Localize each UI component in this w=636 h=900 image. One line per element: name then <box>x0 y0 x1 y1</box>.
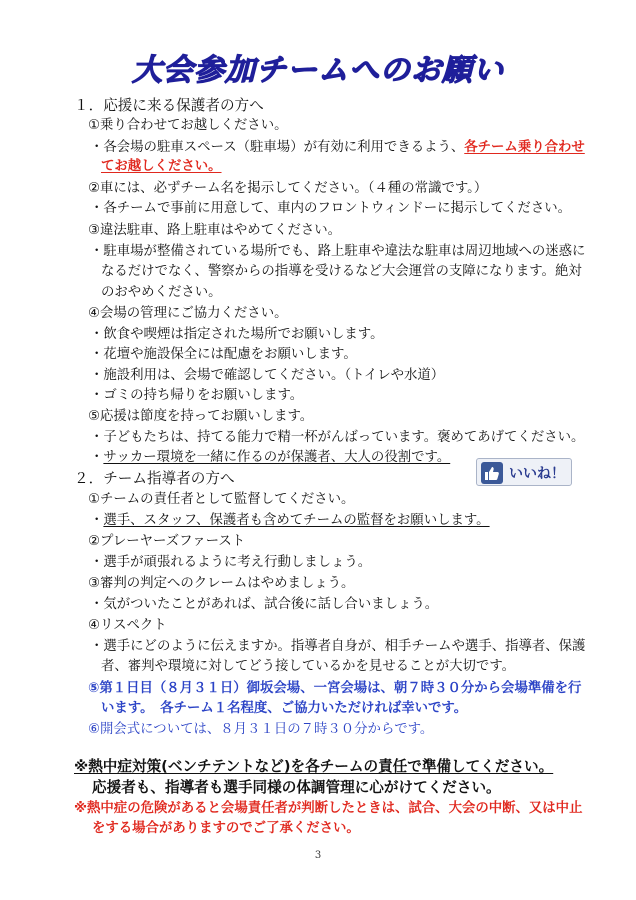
heat-note-2: 応援者も、指導者も選手同様の体調管理に心がけてください。 <box>92 779 501 796</box>
item-5: ⑤応援は節度を持ってお願いします。 <box>88 409 314 424</box>
section-heading-1: １．応援に来る保護者の方へ <box>74 97 264 114</box>
coach-item-1-detail <box>90 512 490 529</box>
item-5-detail-1: ・子どもたちは、持てる能力で精一杯がんばっています。褒めてあげてください。 <box>90 430 585 445</box>
item-2-detail: ・各チームで事前に用意して、車内のフロントウィンドーに掲示してください。 <box>90 201 571 216</box>
like-badge-label: いいね！ <box>509 466 565 482</box>
item-5-detail-2 <box>90 449 450 466</box>
item-1: ①乗り合わせてお越しください。 <box>88 118 288 133</box>
item-4-detail-4: ・ゴミの持ち帰りをお願いします。 <box>90 388 304 403</box>
section-heading-2: ２．チーム指導者の方へ <box>74 470 235 487</box>
coach-item-3: ③審判の判定へのクレームはやめましょう。 <box>88 576 355 591</box>
item-4-detail-3: ・施設利用は、会場で確認してください。（トイレや水道） <box>90 368 445 383</box>
coach-item-4-detail-2: 者、審判や環境に対してどう接しているかを見せることが大切です。 <box>101 659 516 674</box>
item-4-detail-2: ・花壇や施設保全には配慮をお願いします。 <box>90 347 357 362</box>
item-3: ③違法駐車、路上駐車はやめてください。 <box>88 223 342 238</box>
page-title-text: 大会参加チームへのお願い <box>132 53 504 88</box>
coach-item-2-detail: ・選手が頑張れるように考え行動しましょう。 <box>90 555 372 570</box>
coach-item-1: ①チームの責任者として監督してください。 <box>88 492 355 507</box>
coach-item-2: ②プレーヤーズファースト <box>88 534 246 549</box>
coach-item-5-line-2: います。 各チーム１名程度、ご協力いただければ幸いです。 <box>101 701 468 716</box>
coach-item-4-detail-1: ・選手にどのように伝えますか。指導者自身が、相手チームや選手、指導者、保護 <box>90 639 586 654</box>
item-3-detail-2: なるだけでなく、警察からの指導を受けるなど大会運営の支障になります。絶対 <box>101 264 582 279</box>
item-1-highlight: 各チーム乗り合わせ <box>464 140 585 155</box>
item-1-detail-text: ・各会場の駐車スペース（駐車場）が有効に利用できるよう、 <box>90 140 465 155</box>
coach-item-3-detail: ・気がついたことがあれば、試合後に話し合いましょう。 <box>90 597 439 612</box>
heat-note-3: ※熱中症の危険があると会場責任者が判断したときは、試合、大会の中断、又は中止 <box>74 801 583 816</box>
bullet: ・ <box>90 450 104 465</box>
item-1-highlight-cont: てお越しください。 <box>101 159 222 174</box>
item-4-detail-1: ・飲食や喫煙は指定された場所でお願いします。 <box>90 327 384 342</box>
page-title <box>0 42 636 102</box>
item-3-detail-3: のおやめください。 <box>101 285 222 300</box>
like-badge <box>476 458 572 486</box>
heat-note-1: ※熱中症対策(ベンチテントなど)を各チームの責任で準備してください。 <box>74 758 554 775</box>
coach-item-5-line-1: ⑤第１日目（８月３１日）御坂会場、一宮会場は、朝７時３０分から会場準備を行 <box>88 681 582 696</box>
item-5-detail-2-text: サッカー環境を一緒に作るのが保護者、大人の役割です。 <box>103 450 451 465</box>
bullet: ・ <box>90 513 104 528</box>
coach-item-1-detail-text: 選手、スタッフ、保護者も含めてチームの監督をお願いします。 <box>103 513 490 528</box>
coach-item-6: ⑥開会式については、８月３１日の７時３０分からです。 <box>88 722 434 737</box>
item-3-detail-1: ・駐車場が整備されている場所でも、路上駐車や違法な駐車は周辺地域への迷惑に <box>90 244 586 259</box>
item-1-detail <box>90 139 585 156</box>
item-4: ④会場の管理にご協力ください。 <box>88 306 288 321</box>
thumbs-up-icon <box>481 462 503 484</box>
item-2: ②車には、必ずチーム名を掲示してください。（４種の常識です。） <box>88 181 488 196</box>
page-number: 3 <box>314 850 322 861</box>
heat-note-4: をする場合がありますのでご了承ください。 <box>92 821 360 836</box>
coach-item-4: ④リスペクト <box>88 618 167 633</box>
